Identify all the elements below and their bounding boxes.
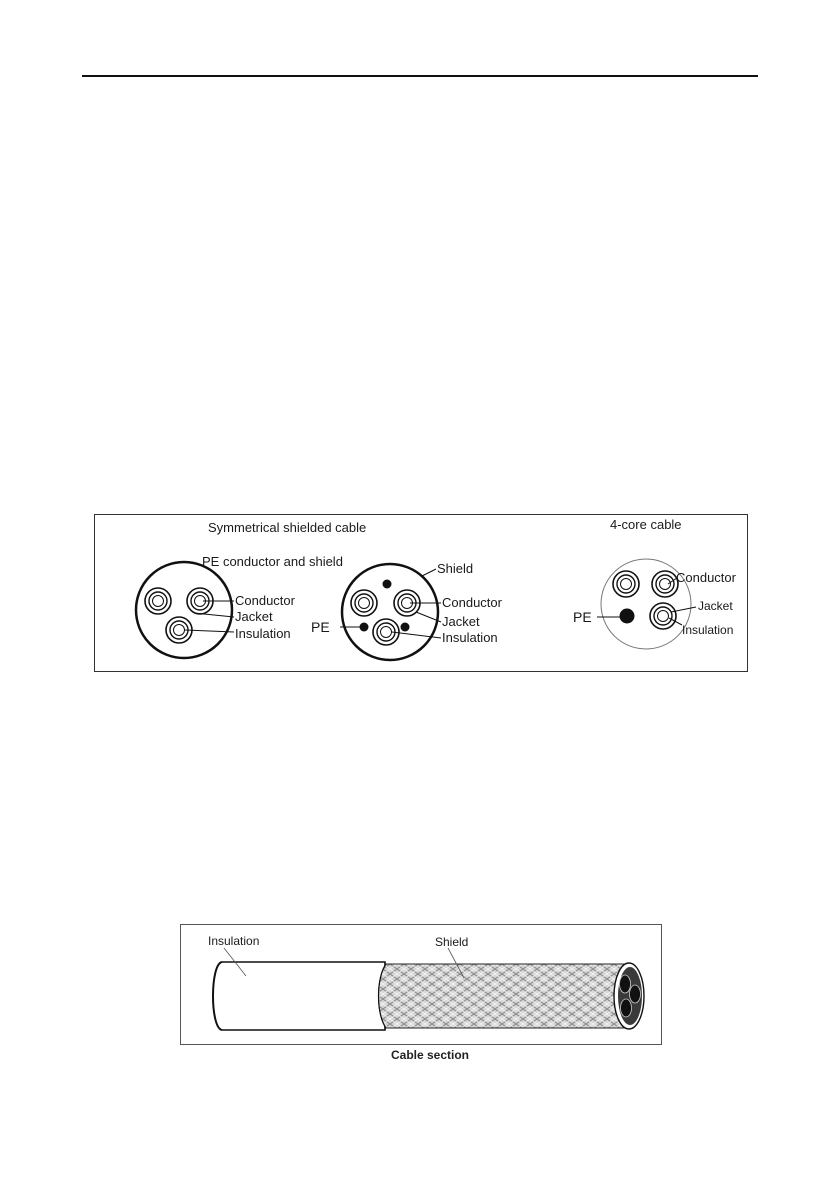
pe-conductor-dot: [360, 623, 369, 632]
cable-end-cores: [614, 963, 644, 1029]
label-jacket: Jacket: [698, 599, 733, 613]
label-insulation: Insulation: [442, 630, 498, 645]
pe-conductor-dot: [383, 580, 392, 589]
label-insulation: Insulation: [235, 626, 291, 641]
insulation-sheath: [213, 962, 385, 1030]
label-conductor: Conductor: [235, 593, 295, 608]
label-shield: Shield: [437, 561, 474, 576]
header-rule: [82, 75, 758, 77]
pe-conductor-dot: [620, 609, 635, 624]
label-pe: PE: [311, 619, 330, 635]
group-title-4-core: 4-core cable: [610, 517, 682, 532]
cable-types-diagram: [94, 514, 748, 672]
shield-braid: [379, 964, 634, 1028]
label-conductor: Conductor: [676, 570, 736, 585]
label-insulation: Insulation: [682, 623, 734, 637]
label-jacket: Jacket: [442, 614, 480, 629]
label-pe: PE: [573, 609, 592, 625]
cable-section-diagram: [180, 924, 662, 1069]
label-jacket: Jacket: [235, 609, 273, 624]
figure-caption: Cable section: [390, 1048, 470, 1062]
group-title-symmetrical: Symmetrical shielded cable: [208, 520, 367, 535]
label-insulation: Insulation: [208, 934, 260, 948]
pe-conductor-dot: [401, 623, 410, 632]
label-conductor: Conductor: [442, 595, 502, 610]
label-pe-conductor-and-shield: PE conductor and shield: [202, 554, 343, 569]
label-shield: Shield: [435, 935, 469, 949]
